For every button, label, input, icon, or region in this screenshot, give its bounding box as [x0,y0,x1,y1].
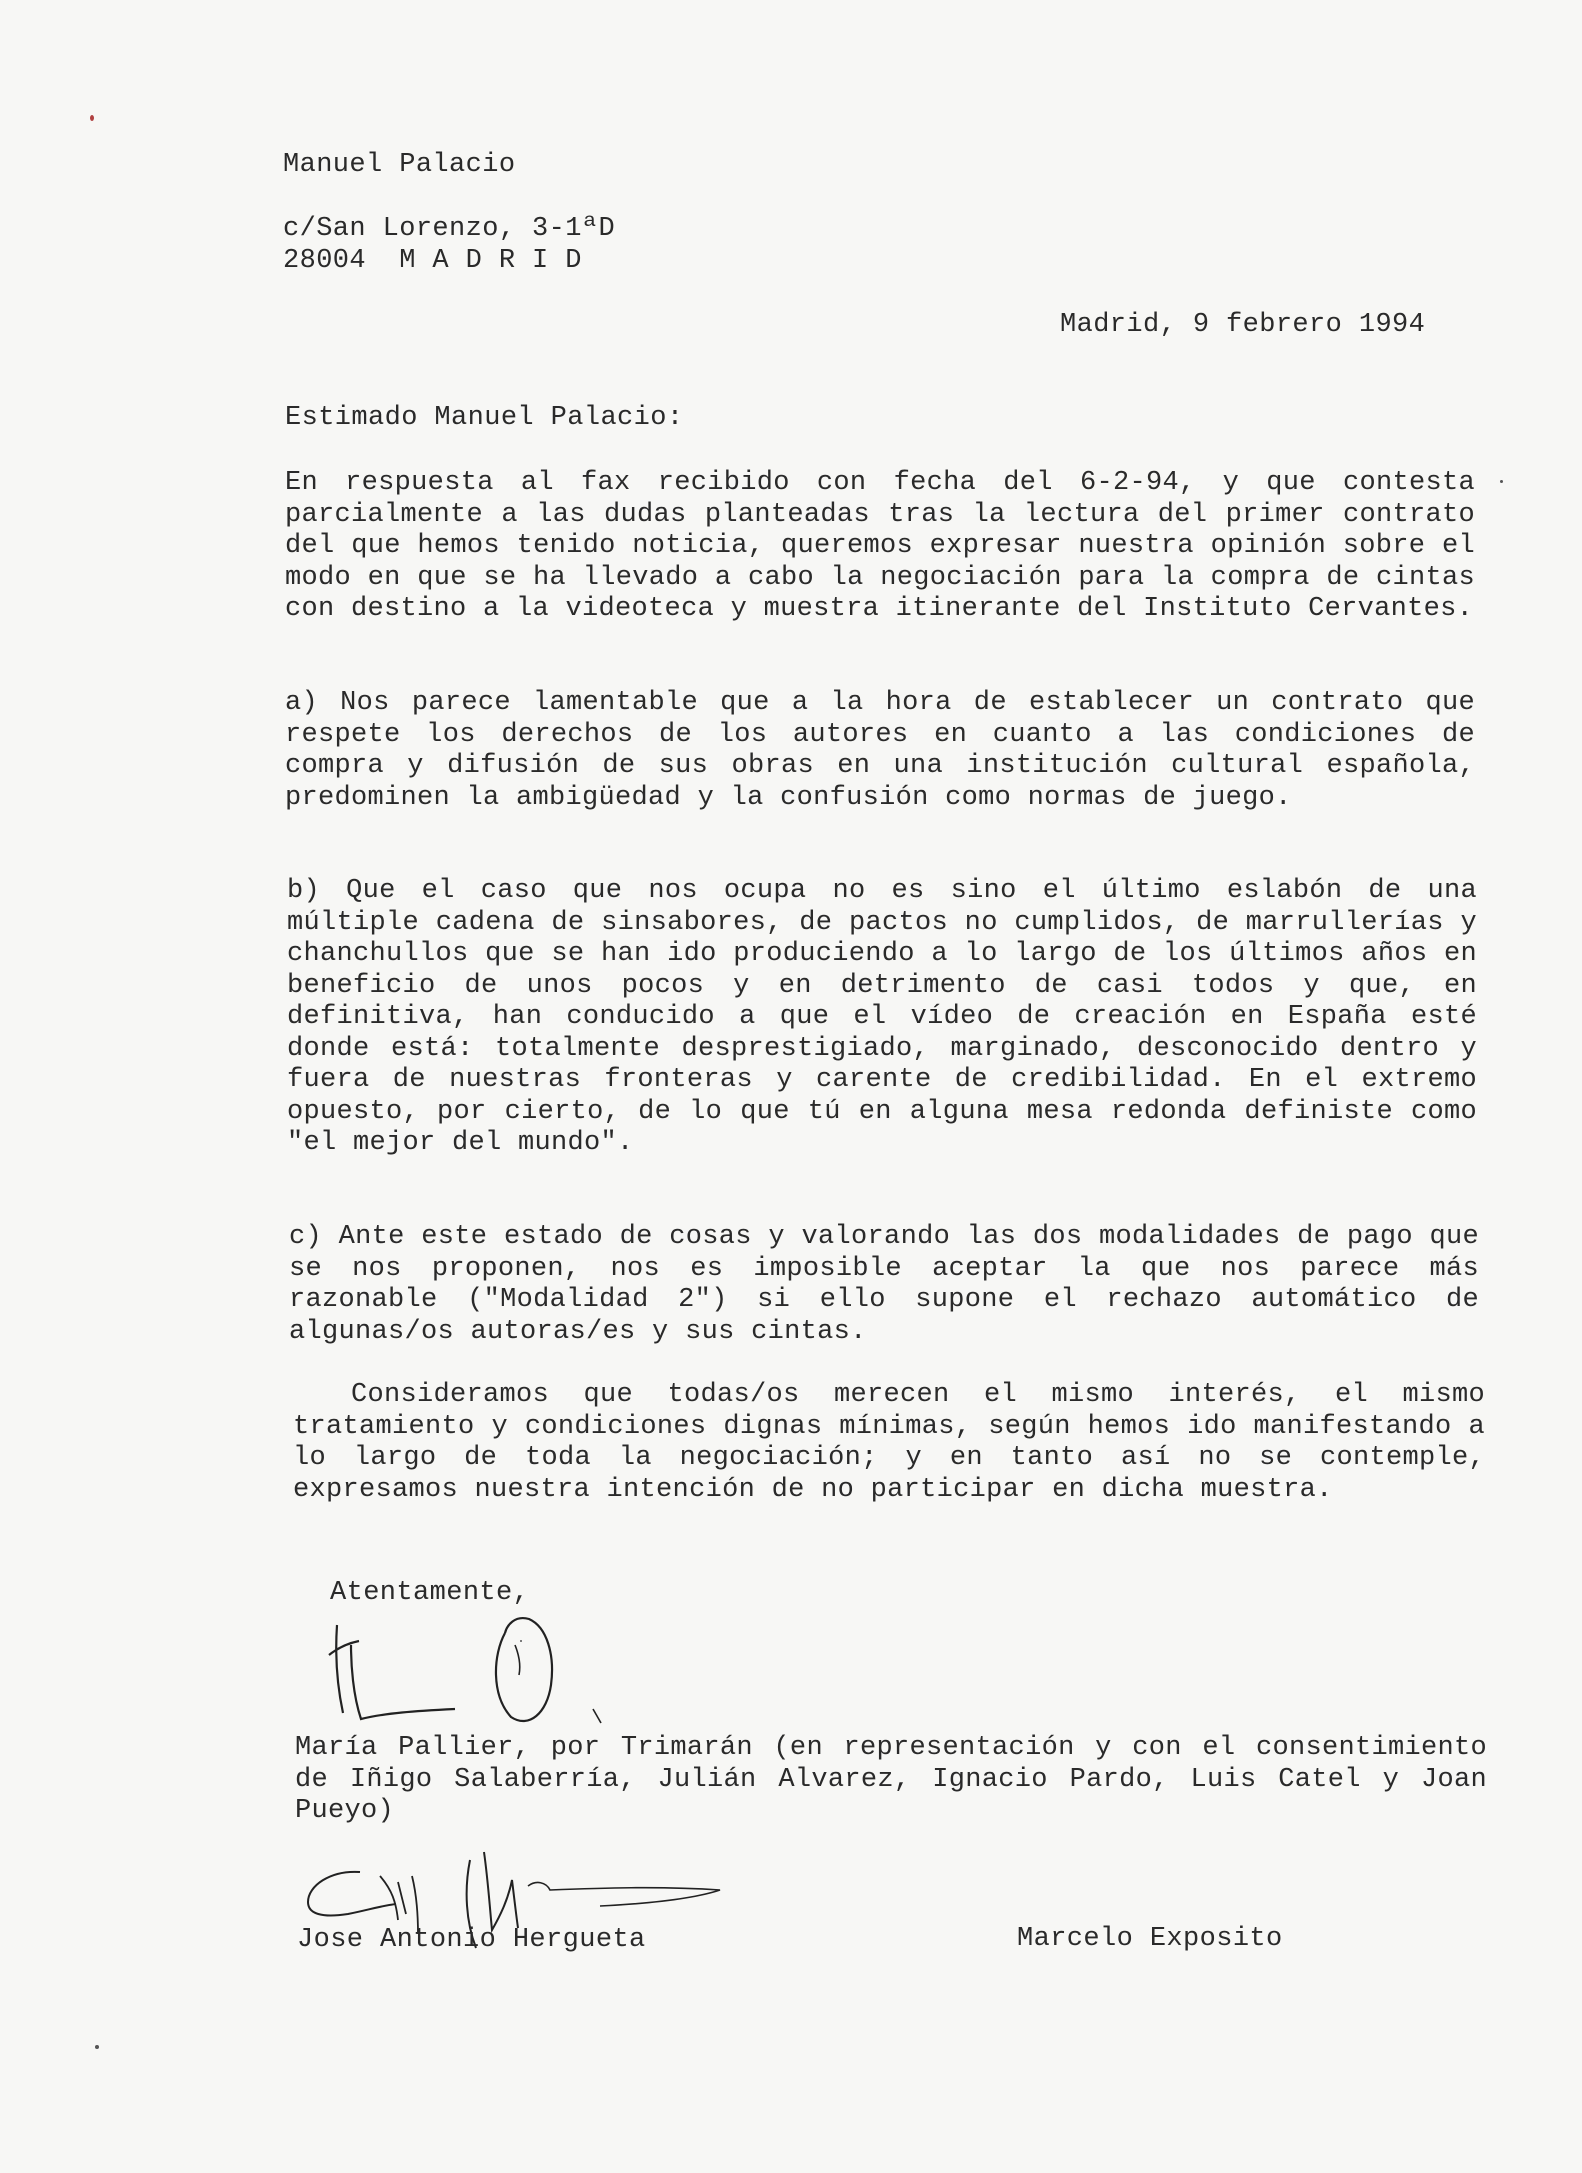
signatory-second: Jose Antonio Hergueta [297,1925,646,1955]
signature-maria-pallier [315,1605,605,1740]
scan-speck [95,2045,99,2049]
signatory-first-text: María Pallier, por Trimarán (en representación y con el consentimiento de Iñigo Salaberría, Julián Alvarez, Ignacio Pardo, Luis Catel y Joan Pueyo) [295,1733,1487,1826]
paragraph-closing [293,1380,1485,1506]
paragraph-a-text: a) Nos parece lamentable que a la hora de establecer un contrato que respete los derechos de los autores en cuanto a las condiciones de compra y difusión de sus obras en una institución cultural española, predominen la ambigüedad y la confusión como normas de juego. [285,688,1475,813]
salutation: Estimado Manuel Palacio: [285,403,684,433]
scan-speck [90,115,94,121]
paragraph-b-text: b) Que el caso que nos ocupa no es sino el último eslabón de una múltiple cadena de sinsabores, de pactos no cumplidos, de marrullerías y chanchullos que se han ido produciendo a lo largo de los últimos años en beneficio de unos pocos y en detrimento de casi todos y que, en definitiva, han conducido a que el vídeo de creación en España esté donde está: totalmente desprestigiado, marginado, desconocido dentro y fuera de nuestras fronteras y carente de credibilidad. En el extremo opuesto, por cierto, de lo que tú en alguna mesa redonda definiste como "el mejor del mundo". [287,876,1477,1158]
signatory-first [295,1733,1487,1828]
scan-speck [520,1640,522,1642]
signatory-third: Marcelo Exposito [1017,1924,1283,1954]
paragraph-intro-text: En respuesta al fax recibido con fecha del 6-2-94, y que contesta parcialmente a las dudas planteadas tras la lectura del primer contrato del que hemos tenido noticia, queremos expresar nuestra opinión sobre el modo en que se ha llevado a cabo la negociación para la compra de cintas con destino a la videoteca y muestra itinerante del Instituto Cervantes. [285,468,1475,624]
paragraph-a [285,688,1475,814]
paragraph-c [289,1222,1479,1348]
paragraph-intro [285,468,1475,626]
sender-street: c/San Lorenzo, 3-1ªD [283,214,616,244]
letter-date: Madrid, 9 febrero 1994 [1060,310,1426,340]
sender-name: Manuel Palacio [283,150,516,180]
closing-line: Atentamente, [330,1578,530,1608]
sender-city: 28004 M A D R I D [283,246,582,276]
scan-speck [1500,480,1503,483]
paragraph-b [287,876,1477,1160]
paragraph-c-text: c) Ante este estado de cosas y valorando las dos modalidades de pago que se nos proponen, nos es imposible aceptar la que nos parece más razonable ("Modalidad 2") si ello supone el rechazo automático de algunas/os autoras/es y sus cintas. [289,1222,1479,1347]
paragraph-closing-text: Consideramos que todas/os merecen el mismo interés, el mismo tratamiento y condiciones dignas mínimas, según hemos ido manifestando a lo largo de toda la negociación; y en tanto así no se contemple, expresamos nuestra intención de no participar en dicha muestra. [293,1380,1485,1505]
